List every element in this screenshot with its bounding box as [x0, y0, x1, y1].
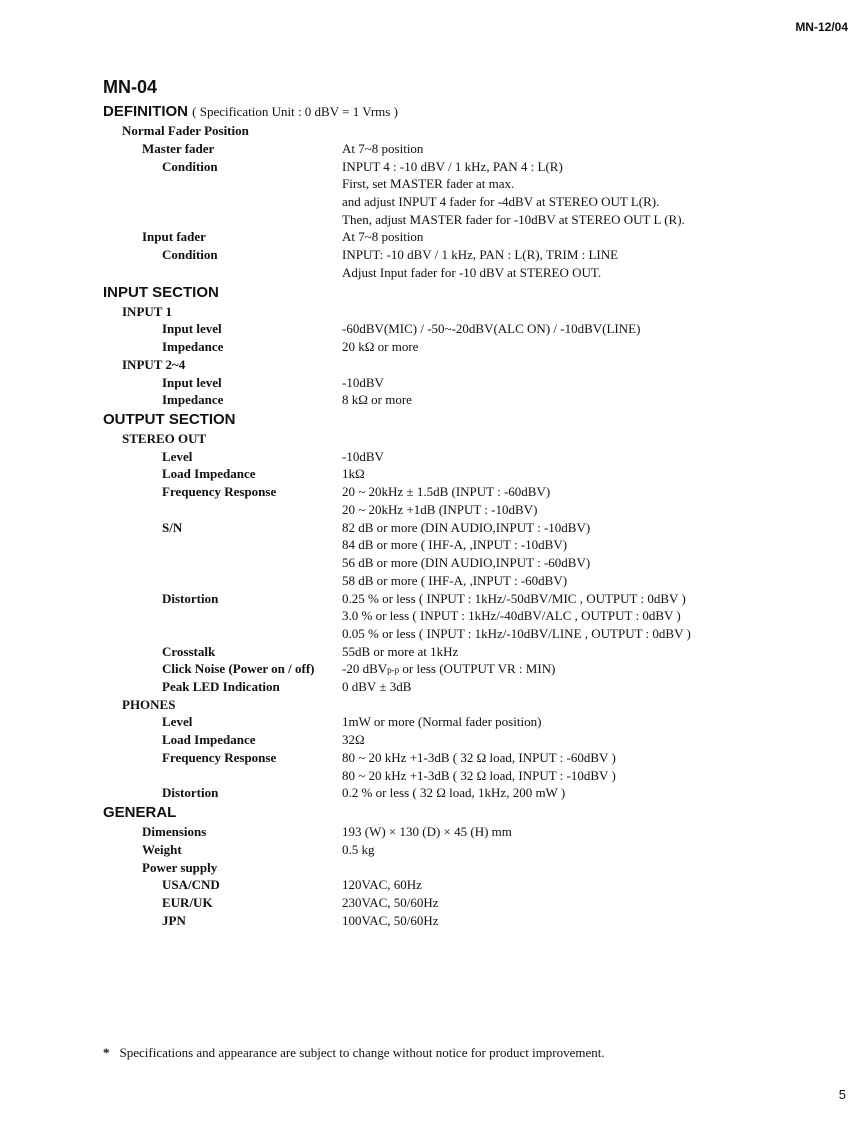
- phones-distortion-value: 0.2 % or less ( 32 Ω load, 1kHz, 200 mW ): [342, 785, 566, 800]
- stereo-level-value: -10dBV: [342, 449, 384, 464]
- input-condition-label: Condition: [162, 247, 218, 262]
- footnote-star: *: [103, 1045, 110, 1060]
- distortion-value: 0.25 % or less ( INPUT : 1kHz/-50dBV/MIC , OUTPUT : 0dBV ): [342, 591, 686, 606]
- master-condition-line: and adjust INPUT 4 fader for -4dBV at STEREO OUT L(R).: [342, 194, 660, 209]
- spec-unit: ( Specification Unit : 0 dBV = 1 Vrms ): [192, 104, 398, 119]
- definition-heading: DEFINITION ( Specification Unit : 0 dBV = 1 Vrms ): [103, 103, 398, 120]
- phones-distortion-label: Distortion: [162, 785, 219, 800]
- peak-led-label: Peak LED Indication: [162, 679, 280, 694]
- usa-label: USA/CND: [162, 877, 220, 892]
- stereo-load-value: 1kΩ: [342, 466, 365, 481]
- input-fader-label: Input fader: [142, 229, 206, 244]
- phones-load-value: 32Ω: [342, 732, 365, 747]
- distortion-value: 0.05 % or less ( INPUT : 1kHz/-10dBV/LINE , OUTPUT : 0dBV ): [342, 626, 691, 641]
- master-condition-line: INPUT 4 : -10 dBV / 1 kHz, PAN 4 : L(R): [342, 159, 563, 174]
- input-fader-value: At 7~8 position: [342, 229, 424, 244]
- crosstalk-value: 55dB or more at 1kHz: [342, 644, 459, 659]
- stereo-level-label: Level: [162, 449, 193, 464]
- stereo-load-label: Load Impedance: [162, 466, 256, 481]
- phones-level-label: Level: [162, 714, 193, 729]
- jpn-label: JPN: [162, 913, 186, 928]
- master-fader-label: Master fader: [142, 141, 215, 156]
- general-heading: GENERAL: [103, 804, 177, 821]
- input-condition-line: Adjust Input fader for -10 dBV at STEREO OUT.: [342, 265, 602, 280]
- sn-label: S/N: [162, 520, 183, 535]
- input24-impedance-value: 8 kΩ or more: [342, 392, 412, 407]
- input24-heading: INPUT 2~4: [122, 357, 186, 372]
- phones-level-value: 1mW or more (Normal fader position): [342, 714, 542, 729]
- master-condition-label: Condition: [162, 159, 218, 174]
- input-section-heading: INPUT SECTION: [103, 284, 219, 301]
- master-condition-line: First, set MASTER fader at max.: [342, 176, 515, 191]
- phones-freq-value: 80 ~ 20 kHz +1-3dB ( 32 Ω load, INPUT : -60dBV ): [342, 750, 616, 765]
- click-noise-value: -20 dBVp-p or less (OUTPUT VR : MIN): [342, 661, 556, 676]
- weight-value: 0.5 kg: [342, 842, 375, 857]
- master-fader-value: At 7~8 position: [342, 141, 424, 156]
- output-section-heading: OUTPUT SECTION: [103, 411, 236, 428]
- stereo-out-heading: STEREO OUT: [122, 431, 207, 446]
- model-title: MN-04: [103, 77, 158, 97]
- master-condition-line: Then, adjust MASTER fader for -10dBV at STEREO OUT L (R).: [342, 212, 685, 227]
- phones-freq-value: 80 ~ 20 kHz +1-3dB ( 32 Ω load, INPUT : -10dBV ): [342, 768, 616, 783]
- page-number: 5: [838, 1087, 846, 1102]
- jpn-value: 100VAC, 50/60Hz: [342, 913, 439, 928]
- distortion-value: 3.0 % or less ( INPUT : 1kHz/-40dBV/ALC , OUTPUT : 0dBV ): [342, 608, 681, 623]
- stereo-freq-value: 20 ~ 20kHz +1dB (INPUT : -10dBV): [342, 502, 538, 517]
- stereo-freq-label: Frequency Response: [162, 484, 277, 499]
- phones-heading: PHONES: [122, 697, 176, 712]
- phones-freq-label: Frequency Response: [162, 750, 277, 765]
- sn-value: 56 dB or more (DIN AUDIO,INPUT : -60dBV): [342, 555, 591, 570]
- normal-fader-heading: Normal Fader Position: [122, 123, 249, 138]
- footnote-text: Specifications and appearance are subject to change without notice for product improvement.: [119, 1045, 605, 1060]
- stereo-freq-value: 20 ~ 20kHz ± 1.5dB (INPUT : -60dBV): [342, 484, 551, 499]
- distortion-label: Distortion: [162, 591, 219, 606]
- usa-value: 120VAC, 60Hz: [342, 877, 422, 892]
- document-id: MN-12/04: [795, 20, 848, 34]
- eur-value: 230VAC, 50/60Hz: [342, 895, 439, 910]
- input24-impedance-label: Impedance: [162, 392, 224, 407]
- footnote: [103, 1045, 605, 1061]
- phones-load-label: Load Impedance: [162, 732, 256, 747]
- weight-label: Weight: [142, 842, 182, 857]
- dimensions-value: 193 (W) × 130 (D) × 45 (H) mm: [342, 824, 512, 839]
- input1-heading: INPUT 1: [122, 304, 172, 319]
- crosstalk-label: Crosstalk: [162, 644, 216, 659]
- power-supply-label: Power supply: [142, 860, 218, 875]
- dimensions-label: Dimensions: [142, 824, 207, 839]
- input1-level-value: -60dBV(MIC) / -50~-20dBV(ALC ON) / -10dBV(LINE): [342, 321, 641, 336]
- input-condition-line: INPUT: -10 dBV / 1 kHz, PAN : L(R), TRIM : LINE: [342, 247, 619, 262]
- eur-label: EUR/UK: [162, 895, 213, 910]
- input1-impedance-label: Impedance: [162, 339, 224, 354]
- sn-value: 84 dB or more ( IHF-A, ,INPUT : -10dBV): [342, 537, 568, 552]
- input1-impedance-value: 20 kΩ or more: [342, 339, 419, 354]
- input24-level-label: Input level: [162, 375, 222, 390]
- definition-heading-row: [0, 103, 866, 121]
- peak-led-value: 0 dBV ± 3dB: [342, 679, 412, 694]
- click-noise-label: Click Noise (Power on / off): [162, 661, 315, 676]
- input24-level-value: -10dBV: [342, 375, 384, 390]
- sn-value: 82 dB or more (DIN AUDIO,INPUT : -10dBV): [342, 520, 591, 535]
- input1-level-label: Input level: [162, 321, 222, 336]
- sn-value: 58 dB or more ( IHF-A, ,INPUT : -60dBV): [342, 573, 568, 588]
